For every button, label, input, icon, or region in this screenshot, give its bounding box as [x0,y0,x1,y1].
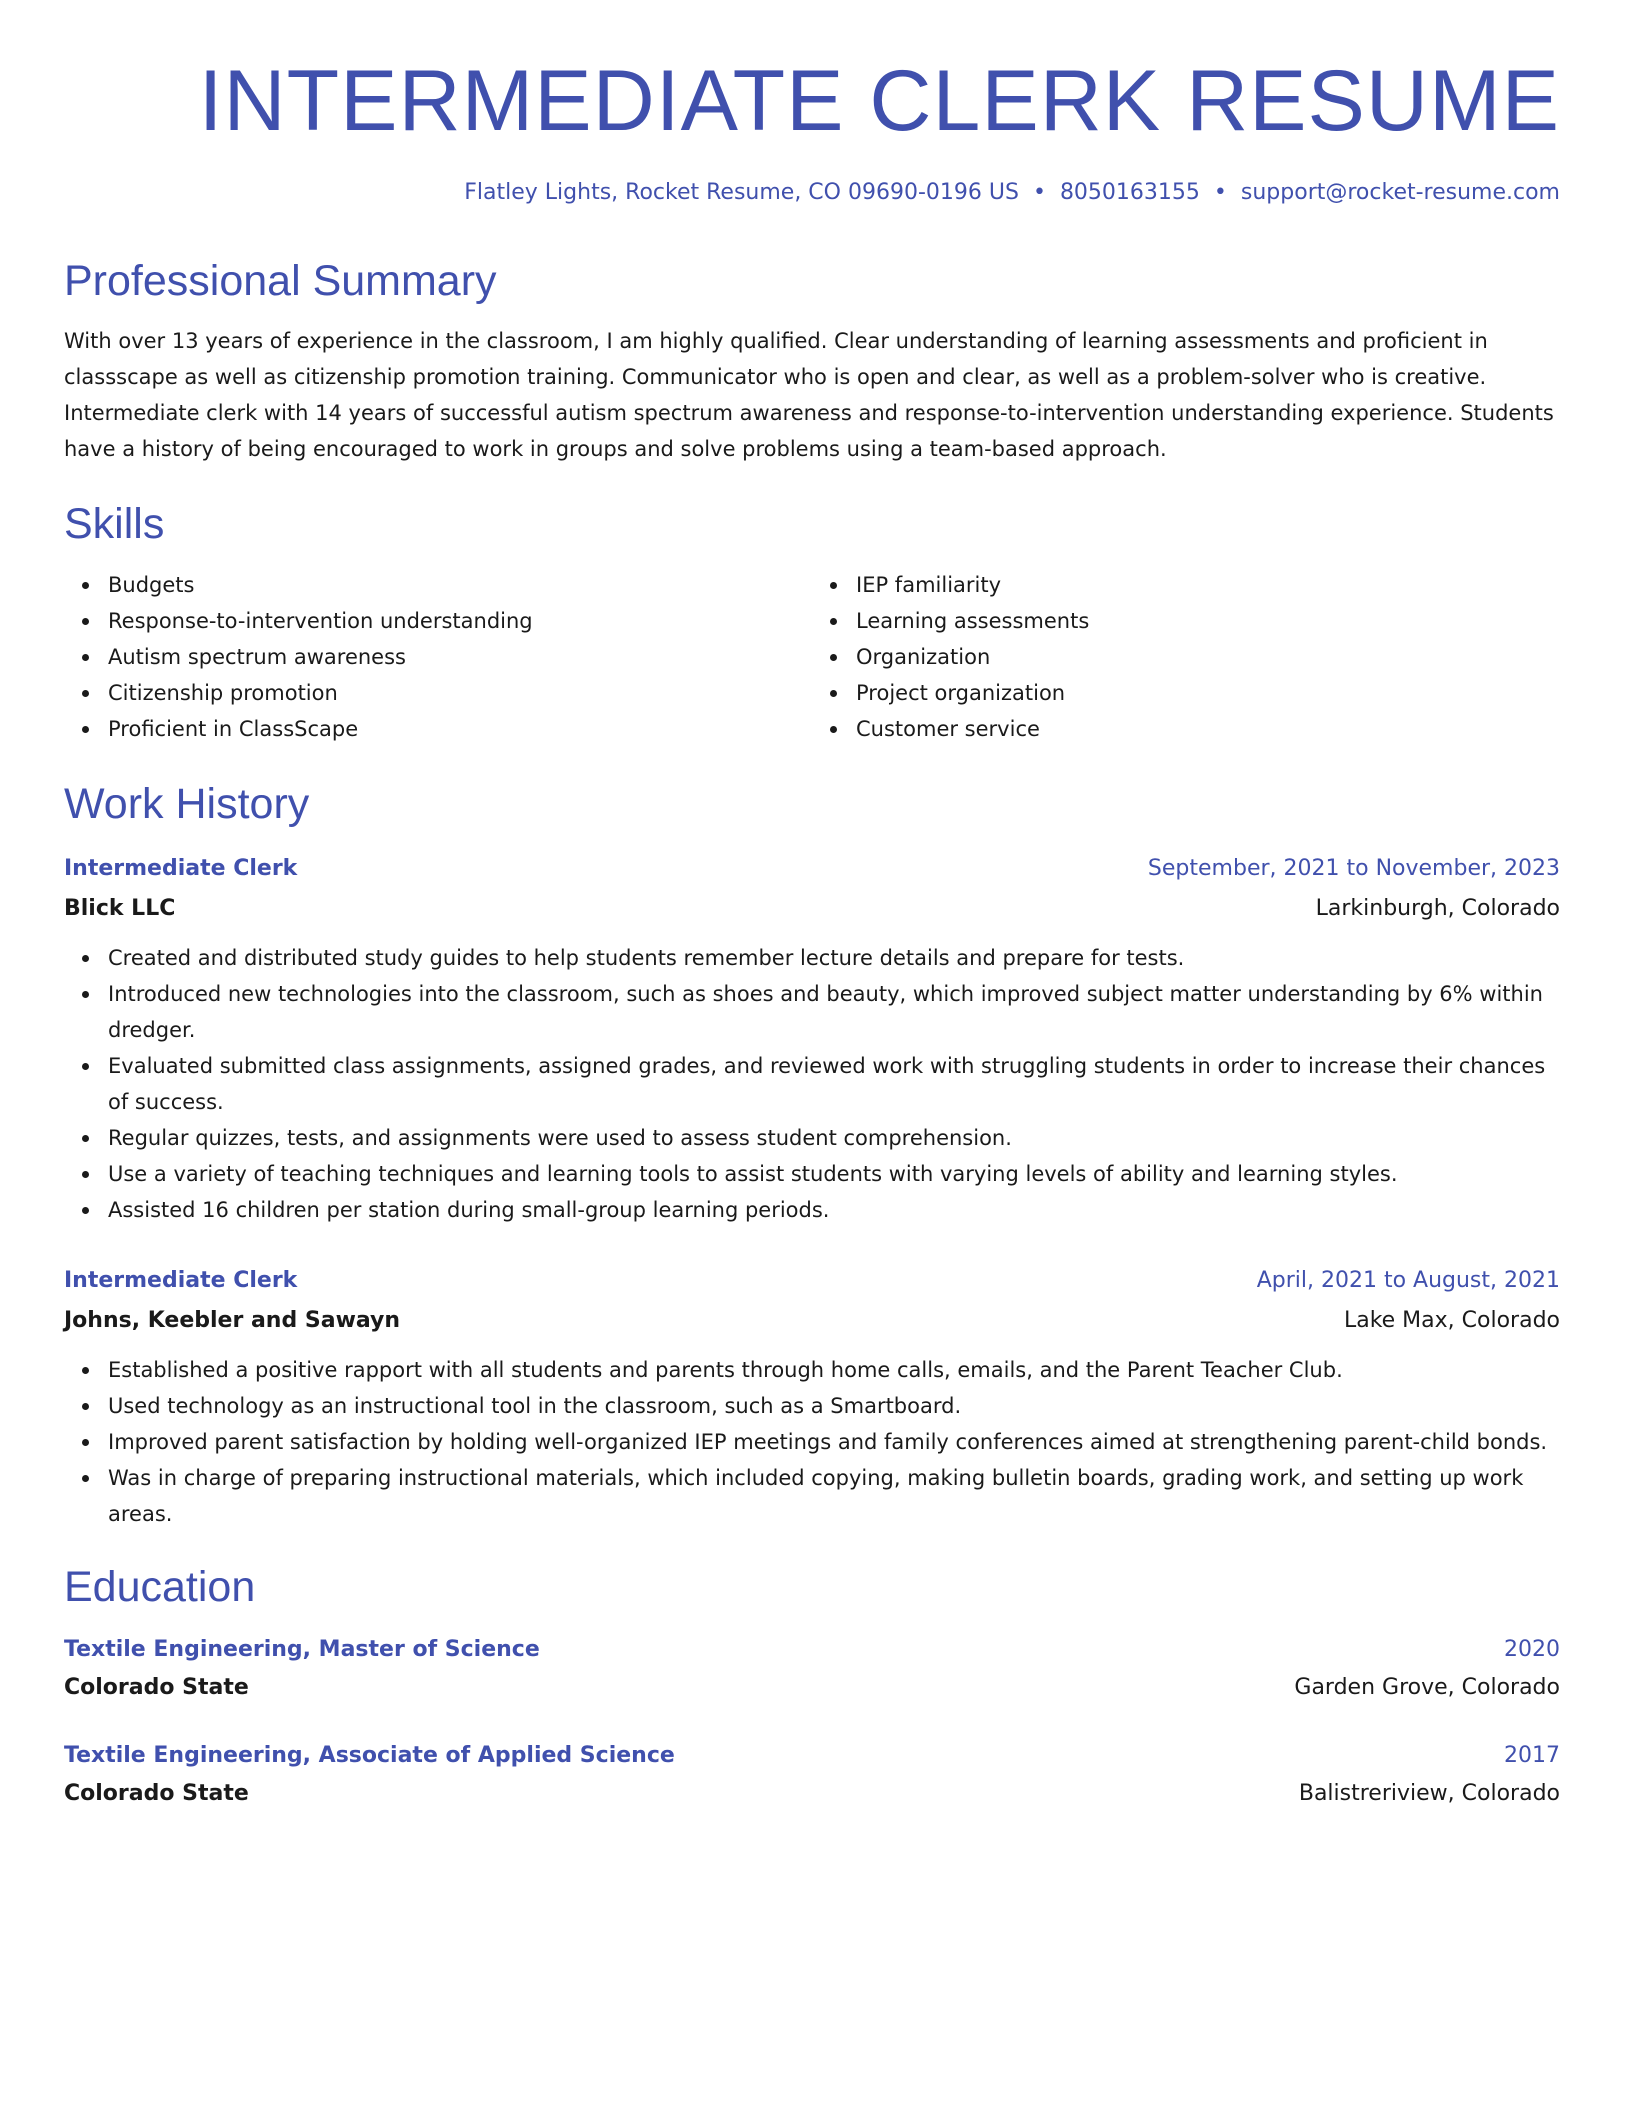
skills-heading: Skills [64,500,165,549]
job-bullet: Was in charge of preparing instructional materials, which included copying, making bulletin boards, grading work, and setting up work areas. [108,1460,1560,1532]
graduation-year: 2017 [1504,1743,1560,1769]
contact-separator: • [1032,180,1046,205]
skills-left-column [64,567,812,747]
job-bullets [64,940,1560,1228]
school-name: Colorado State [64,1675,249,1701]
resume-page [64,0,1560,1811]
school-location: Balistreriview, Colorado [1298,1781,1560,1807]
skills-right-column [812,567,1560,747]
work-history-section [64,781,1560,1532]
skill-item: Budgets [108,567,812,603]
job-bullet: Established a positive rapport with all students and parents through home calls, emails, and the Parent Teacher Club. [108,1352,1560,1388]
resume-title: INTERMEDIATE CLERK RESUME [198,53,1560,149]
graduation-year: 2020 [1504,1637,1560,1663]
degree-title: Textile Engineering, Associate of Applied Science [64,1743,675,1769]
education-section [64,1564,1560,1811]
job-org-row [64,1304,1560,1338]
job-location: Larkinburgh, Colorado [1315,895,1560,921]
job-bullet: Regular quizzes, tests, and assignments were used to assess student comprehension. [108,1120,1560,1156]
job-dates: April, 2021 to August, 2021 [1256,1267,1560,1293]
job-bullet: Introduced new technologies into the classroom, such as shoes and beauty, which improved subject matter understanding by 6% within dredger. [108,976,1560,1048]
education-entry [64,1633,1560,1705]
contact-line [64,178,1560,208]
school-location: Garden Grove, Colorado [1294,1675,1560,1701]
contact-address: Flatley Lights, Rocket Resume, CO 09690-0196 US [464,180,1019,205]
job-location: Lake Max, Colorado [1343,1307,1560,1333]
job-bullet: Used technology as an instructional tool in the classroom, such as a Smartboard. [108,1388,1560,1424]
job-header-row [64,1264,1560,1298]
job-bullet: Created and distributed study guides to help students remember lecture details and prepare for tests. [108,940,1560,976]
degree-title: Textile Engineering, Master of Science [64,1637,540,1663]
summary-heading: Professional Summary [64,257,497,305]
education-org-row [64,1777,1560,1811]
skill-item: Proficient in ClassScape [108,711,812,747]
education-header-row [64,1633,1560,1667]
company-name: Johns, Keebler and Sawayn [64,1307,401,1333]
job-bullets [64,1352,1560,1532]
job-bullet: Improved parent satisfaction by holding well-organized IEP meetings and family conferences aimed at strengthening parent-child bonds. [108,1424,1560,1460]
skill-item: Organization [856,639,1560,675]
job-title: Intermediate Clerk [64,855,298,881]
company-name: Blick LLC [64,895,176,921]
education-heading: Education [64,1562,256,1611]
skill-item: Response-to-intervention understanding [108,603,812,639]
job-entry [64,1264,1560,1532]
work-history-heading: Work History [64,779,310,828]
job-dates: September, 2021 to November, 2023 [1147,855,1560,881]
summary-section [64,258,1560,467]
summary-text: With over 13 years of experience in the classroom, I am highly qualified. Clear understanding of learning assessments and proficient in classscape as well as citizenship promotion training. Communicator who is open and clear, as well as a problem-solver who is creative. Intermediate clerk with 14 years of successful autism spectrum awareness and response-to-intervention understanding experience. Students have a history of being encouraged to work in groups and solve problems using a team-based approach. [64,329,1554,462]
education-header-row [64,1739,1560,1773]
job-org-row [64,892,1560,926]
skill-item: Project organization [856,675,1560,711]
school-name: Colorado State [64,1781,249,1807]
job-bullet: Use a variety of teaching techniques and learning tools to assist students with varying levels of ability and learning styles. [108,1156,1560,1192]
job-header-row [64,852,1560,886]
job-entry [64,852,1560,1228]
skill-item: Citizenship promotion [108,675,812,711]
contact-phone: 8050163155 [1059,180,1200,205]
job-title: Intermediate Clerk [64,1267,298,1293]
skill-item: Learning assessments [856,603,1560,639]
job-bullet: Evaluated submitted class assignments, assigned grades, and reviewed work with struggling students in order to increase their chances of success. [108,1048,1560,1120]
education-org-row [64,1671,1560,1705]
skills-section [64,501,1560,746]
skills-grid [64,567,1560,747]
skill-item: IEP familiarity [856,567,1560,603]
job-bullet: Assisted 16 children per station during small-group learning periods. [108,1192,1560,1228]
skill-item: Autism spectrum awareness [108,639,812,675]
contact-email: support@rocket-resume.com [1240,180,1560,205]
education-entry [64,1739,1560,1811]
skill-item: Customer service [856,711,1560,747]
contact-separator: • [1213,180,1227,205]
